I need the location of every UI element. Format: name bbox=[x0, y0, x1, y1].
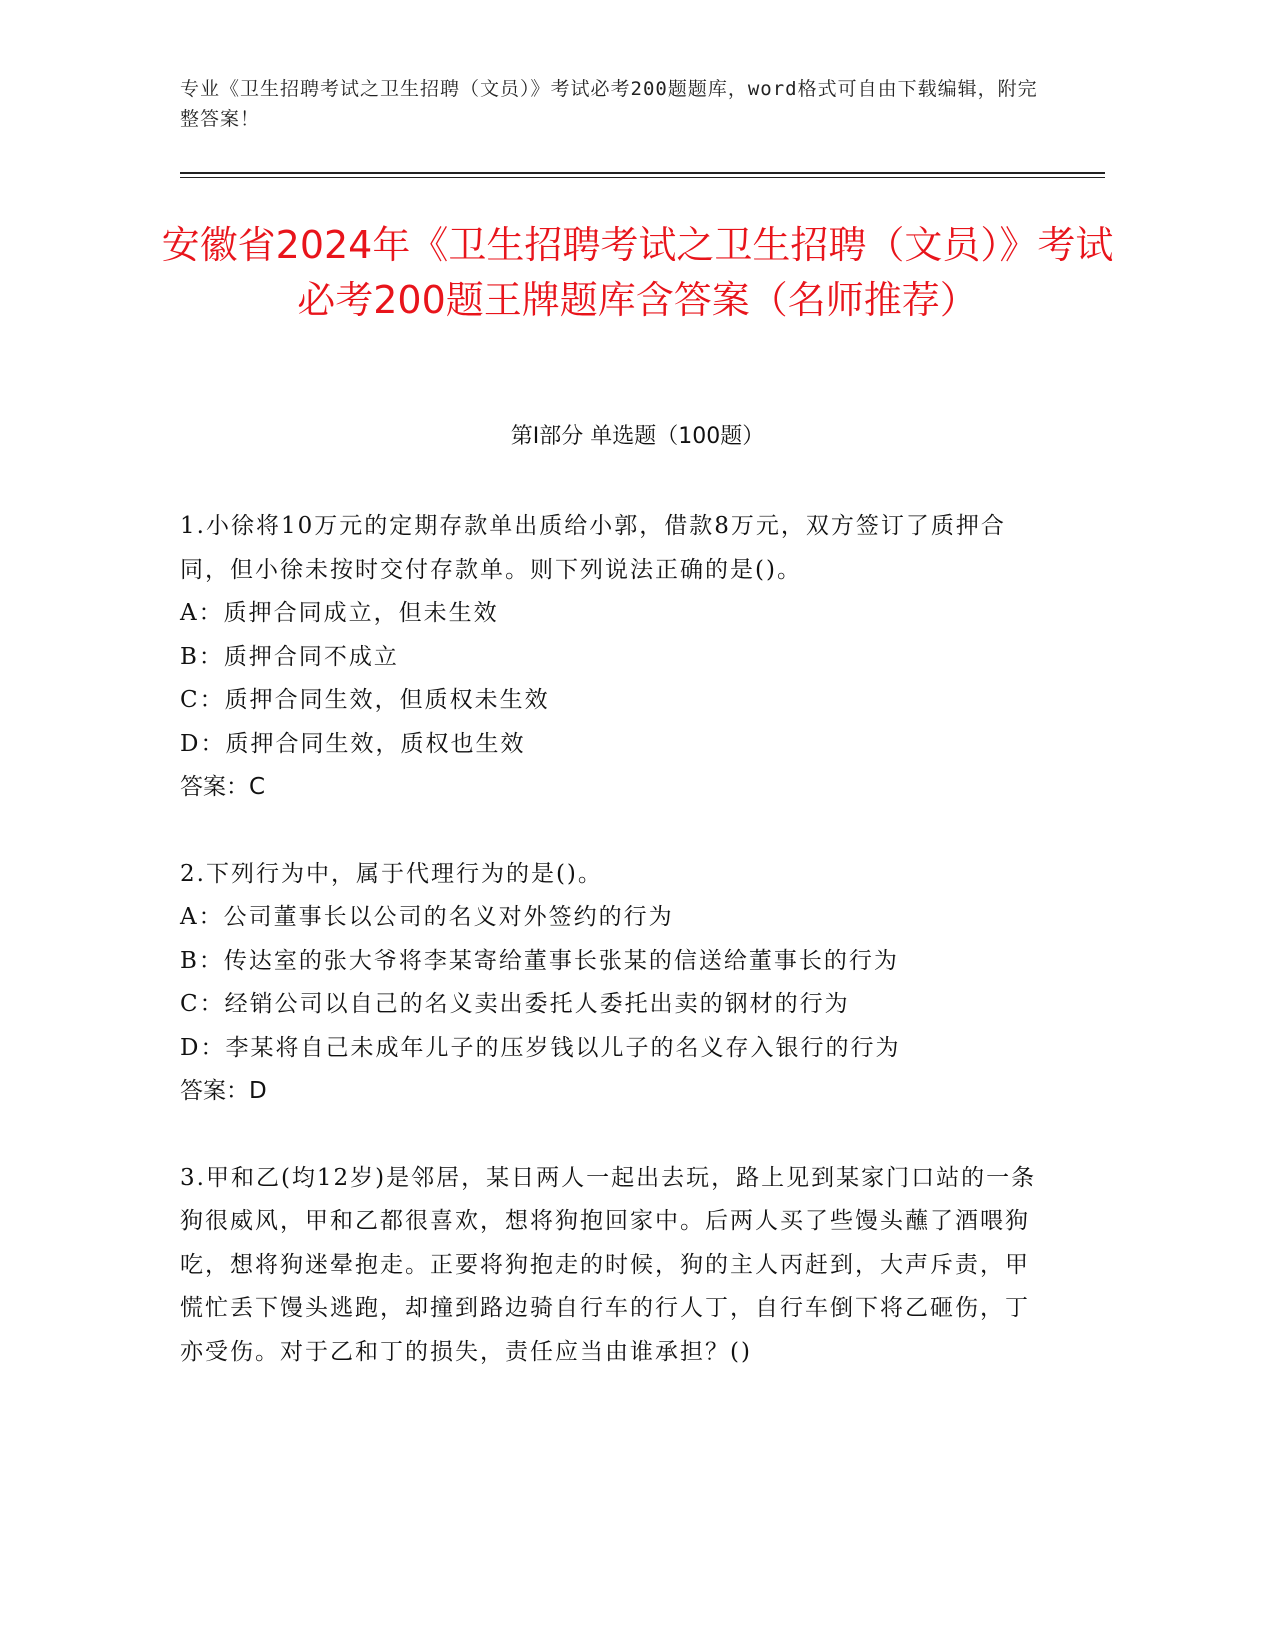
document-title: 安徽省2024年《卫生招聘考试之卫生招聘（文员）》考试必考200题王牌题库含答案（名师推荐） bbox=[161, 223, 1114, 322]
section-heading: 第I部分 单选题（100题） bbox=[510, 424, 765, 449]
header-rule-thick bbox=[180, 172, 1105, 174]
option-d: D：质押合同生效，质权也生效 bbox=[180, 730, 526, 757]
option-c: C：质押合同生效，但质权未生效 bbox=[180, 687, 550, 713]
question-text: 3.甲和乙(均12岁)是邻居，某日两人一起出去玩，路上见到某家门口站的一条狗很威风，甲和乙都很喜欢，想将狗抱回家中。后两人买了些馒头蘸了酒喂狗吃，想将狗迷晕抱走。正要将狗抱走的时候，狗的主人丙赶到，大声斥责，甲慌忙丢下馒头逃跑，却撞到路边骑自行车的行人丁，自行车倒下将乙砸伤，丁亦受伤。对于乙和丁的损失，责任应当由谁承担？() bbox=[180, 1164, 1037, 1365]
question-2 bbox=[180, 853, 1040, 1114]
question-1 bbox=[180, 505, 1040, 810]
header-rule-thin bbox=[180, 177, 1105, 178]
header-note: 专业《卫生招聘考试之卫生招聘（文员）》考试必考200题题库，word格式可自由下载编辑，附完整答案！ bbox=[180, 78, 1038, 130]
question-text: 1.小徐将10万元的定期存款单出质给小郭，借款8万元，双方签订了质押合同，但小徐未按时交付存款单。则下列说法正确的是()。 bbox=[180, 513, 1006, 583]
option-d: D：李某将自己未成年儿子的压岁钱以儿子的名义存入银行的行为 bbox=[180, 1034, 901, 1061]
option-b: B：传达室的张大爷将李某寄给董事长张某的信送给董事长的行为 bbox=[180, 947, 899, 974]
question-list bbox=[180, 505, 1040, 1417]
answer: 答案：C bbox=[180, 774, 266, 800]
option-a: A：公司董事长以公司的名义对外签约的行为 bbox=[180, 904, 674, 930]
option-b: B：质押合同不成立 bbox=[180, 643, 399, 670]
option-a: A：质押合同成立，但未生效 bbox=[180, 600, 499, 626]
option-c: C：经销公司以自己的名义卖出委托人委托出卖的钢材的行为 bbox=[180, 991, 850, 1017]
question-text: 2.下列行为中，属于代理行为的是()。 bbox=[180, 860, 603, 887]
answer: 答案：D bbox=[180, 1078, 267, 1104]
question-3 bbox=[180, 1157, 1040, 1375]
